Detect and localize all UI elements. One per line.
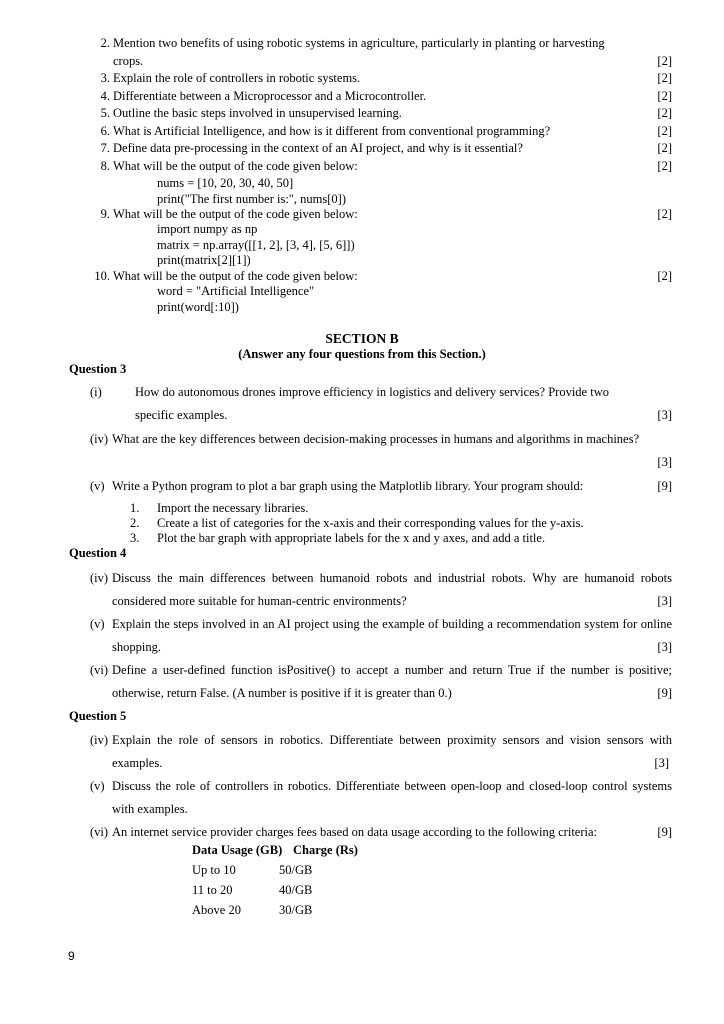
section-b-title: SECTION B (325, 331, 399, 346)
code-line: print(word[:10]) (157, 299, 239, 314)
page-number: 9 (68, 949, 75, 963)
question-9: 9. What will be the output of the code given below: [2] (88, 206, 672, 224)
marks: [2] (657, 269, 672, 283)
question-7: 7. Define data pre-processing in the context of an AI project, and why is it essential? [2] (88, 140, 672, 158)
question-2: 2. Mention two benefits of using robotic systems in agriculture, particularly in planting or harvesting (100, 36, 605, 50)
question-6: 6. What is Artificial Intelligence, and how is it different from conventional programming? [2] (88, 123, 672, 141)
question-10-block (88, 268, 672, 286)
marks: [9] (657, 479, 672, 493)
question-4: 4. Differentiate between a Microprocessor and a Microcontroller. [2] (88, 88, 672, 106)
code-line: import numpy as np (157, 222, 258, 236)
question-5-heading: Question 5 (69, 709, 127, 723)
marks: [2] (657, 88, 672, 103)
marks: [2] (657, 53, 672, 68)
column-header: Data Usage (GB) (192, 843, 283, 857)
section-b-instruction: (Answer any four questions from this Section.) (238, 347, 486, 361)
marks: [2] (657, 123, 672, 138)
q4-part-iv: (iv) Discuss the main differences between humanoid robots and industrial robots. Why are humanoid robots considered more suitable for human-centric environments? [3] (90, 567, 672, 613)
code-block-q9 (157, 222, 355, 269)
q3-part-iv: (iv) What are the key differences between decision-making processes in humans and algorithms in machines? [3] (90, 428, 672, 474)
marks: [9] (657, 825, 672, 839)
q5-part-vi: (vi) An internet service provider charges fees based on data usage according to the following criteria: [9] (90, 821, 672, 844)
marks: [2] (657, 71, 672, 85)
marks: [2] (657, 106, 672, 120)
q4-part-vi: (vi) Define a user-defined function isPositive() to accept a number and return True if the number is positive; otherwise, return False. (A number is positive if it is greater than 0.) [9] (90, 659, 672, 705)
q3-part-i: (i) How do autonomous drones improve efficiency in logistics and delivery services? Provide two specific examples. [3] (90, 381, 672, 427)
q3-part-v: (v) Write a Python program to plot a bar graph using the Matplotlib library. Your program should: [9] (90, 475, 672, 498)
question-10: 10. What will be the output of the code given below: [2] (88, 268, 672, 286)
code-line: print("The first number is:", nums[0]) (157, 191, 346, 206)
code-line: print(matrix[2][1]) (157, 253, 251, 267)
code-block-q8 (157, 176, 346, 207)
column-header: Charge (Rs) (293, 843, 358, 857)
part-a-questions (88, 35, 672, 175)
question-2-cont: crops. [2] (88, 53, 672, 71)
question-4-heading: Question 4 (69, 546, 127, 560)
q5-part-iv: (iv) Explain the role of sensors in robotics. Differentiate between proximity sensors and vision sensors with examples. [3] (90, 729, 672, 775)
code-line: word = "Artificial Intelligence" (157, 284, 315, 298)
code-block-q10 (157, 284, 314, 315)
marks: [2] (657, 158, 672, 173)
marks: [2] (657, 207, 672, 221)
marks: [2] (657, 141, 672, 155)
marks: [3] (657, 455, 672, 469)
code-line: matrix = np.array([[1, 2], [3, 4], [5, 6]]) (157, 237, 355, 252)
marks: [3] (654, 756, 669, 770)
code-line: nums = [10, 20, 30, 40, 50] (157, 176, 294, 190)
question-3-heading: Question 3 (69, 362, 127, 376)
question-5: 5. Outline the basic steps involved in unsupervised learning. [2] (88, 105, 672, 123)
q4-part-v: (v) Explain the steps involved in an AI project using the example of building a recommendation system for online shopping. [3] (90, 613, 672, 659)
question-8: 8. What will be the output of the code given below: [2] (88, 158, 672, 176)
q5-part-v: (v) Discuss the role of controllers in robotics. Differentiate between open-loop and closed-loop control systems with examples. (90, 779, 672, 816)
marks: [3] (657, 594, 672, 608)
marks: [3] (657, 408, 672, 422)
question-3: 3. Explain the role of controllers in robotic systems. [2] (88, 70, 672, 88)
question-9-block (88, 206, 672, 224)
marks: [3] (657, 640, 672, 654)
exam-page: 2. Mention two benefits of using robotic systems in agriculture, particularly in planting or harvesting crops. [2] 3. Explain the role of controllers in robotic systems. [2] 4. Differentiate between a Microprocessor and a Microcontroller. [2] 5. Outline the basic steps involved in unsupervised learning. [2] 6. What is Artificial Intelligence, and how is it different from conventional programming? [2] 7. Define data pre-processing in the context of an AI project, and why is it essential? [2] 8. What will be the output of the code given below: [2] nums = [10, 20, 30, 40, 50] print("The first number is:", nums[0]) 9. What will be the output of the code given below: [2] import numpy as np matrix = np.array([[1, 2], [3, 4], [5, 6]]) print(matrix[2][1]) 10. What will be the output of the code given below: [2] word = "Artificial Intelligence" print(word[:10]) SECTION B (Answer any four questions from this Section.) Question 3 (i) How do autonomous drones improve efficiency in logistics and delivery services? Provide two specific examples. [3] (iv) What are the key differences between decision-making processes in humans and algorithms in machines? [3] (v) Write a Python program to plot a bar graph using the Matplotlib library. Your program should: [9] 1. Import the necessary libraries. 2. Create a list of categories for the x-axis and their corresponding values for the y-axis. 3. Plot the bar graph with appropriate labels for the x and y axes, and add a title. Question 4 (iv) Discuss the main differences between humanoid robots and industrial robots. Why are humanoid robots considered more suitable for human-centric environments? [3] (v) Explain the steps involved in an AI project using the example of building a recommendation system for online shopping. [3] (vi) Define a user-defined function isPositive() to accept a number and return True if the number is positive; otherwise, return False. (A number is positive if it is greater than 0.) [9] Question 5 (iv) Explain the role of sensors in robotics. Differentiate between proximity sensors and vision sensors with examples. [3] (v) Discuss the role of controllers in robotics. Differentiate between open-loop and closed-loop control systems with examples. (vi) An internet service provider charges fees based on data usage according to the following criteria: [9] Data Usage (GB) Charge (Rs) Up to 10 50/GB 11 to 20 40/GB Above 20 30/GB 9 (0, 0, 724, 1024)
marks: [9] (657, 686, 672, 700)
